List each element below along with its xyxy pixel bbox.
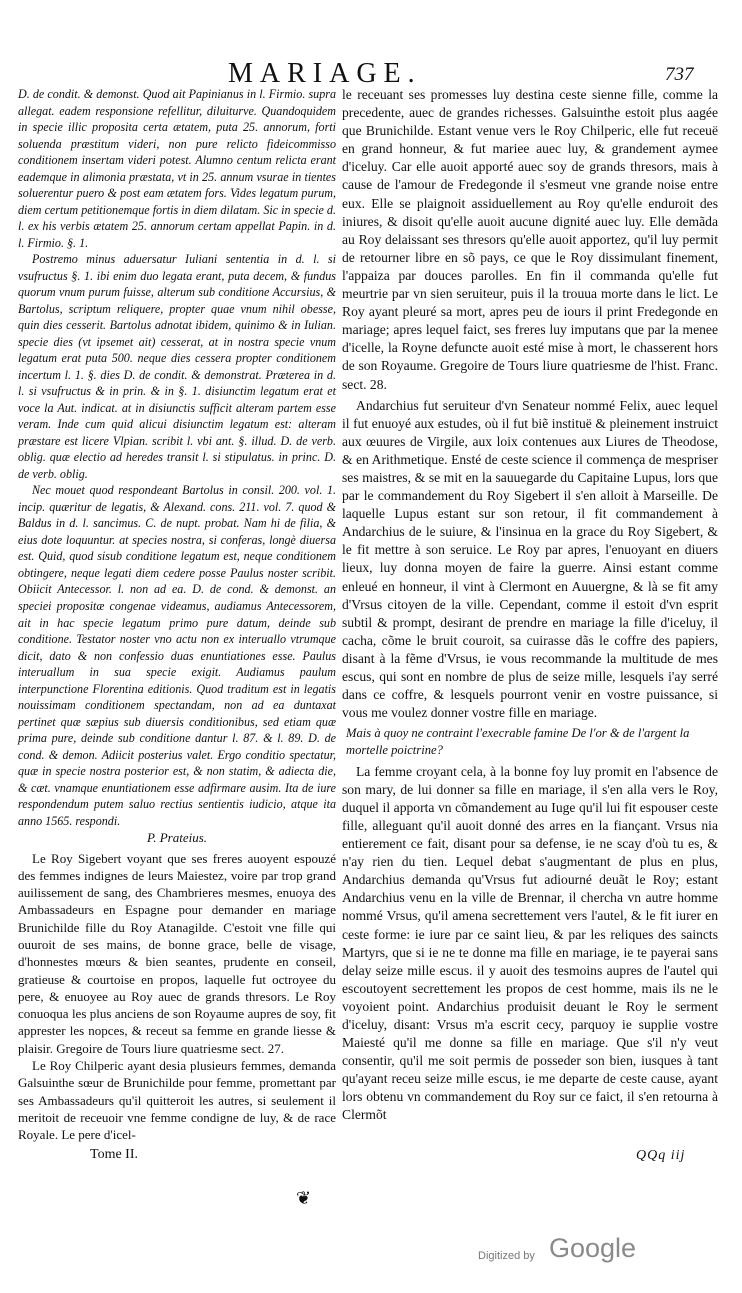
volume-label: Tome II. <box>90 1147 139 1162</box>
page-title: MARIAGE. <box>228 58 422 89</box>
signature-mark: QQq iij <box>636 1148 686 1163</box>
watermark-prefix: Digitized by <box>478 1250 535 1262</box>
left-column <box>18 86 336 1144</box>
paragraph: Mais à quoy ne contraint l'execrable famine De l'or & de l'argent la mortelle poictrine? <box>346 726 690 758</box>
paragraph: Postremo minus aduersatur Iuliani sententia in d. l. si vsufructus §. 1. ibi enim duo legata erant, puta decem, & fundus quorum vnum purum fuisse, alterum sub conditione Accursius, & Bartolus, scriptum reliquere, propter quae vnum nihil obesse, quin dies cesserit. Bartolus adnotat ibidem, quinimo & in Iulian. specie dies (vt ipsemet ait) cesserat, at in nostra specie vnum legatum erat puta 500. neque dies cessera propter conditionem incertum l. 1. §. dies D. de condit. & demonstrat. Præterea in d. l. si vsufructus & in prin. & in §. 1. disiunctim legatum erat et voce la Aut. indicat. at in disiunctis sufficit alteram partem esse veram. Inde cum quid alicui disiunctim legatum est: alteram præstare est licere Vlpian. scribit l. vbi ant. §. illud. D. de verb. oblig. quæ electio ad heredes transit l. si stipulatus. in princ. D. de verb. oblig. <box>18 252 336 481</box>
paragraph: La femme croyant cela, à la bonne foy luy promit en l'absence de son mary, de lui donner sa fille en mariage, il s'en alla vers le Roy, duquel il apporta vn cõmandement au Iuge qu'il lui fit espouser ceste fille, alleguant qu'il auoit donné des arres en la fiançant. Vrsus nia entierement ce fait, disant pour sa defense, ie ne scay d'où tu es, & n'ay rien du tien. Lequel debat s'augmentant de plus en plus, Andarchius demanda qu'Vrsus fut adiourné deuãt le Roy; estant Andarchius venu en la ville de Brennar, il chercha vn autre homme nommé Vrsus, qu'il amena secrettement vers l'autel, & le fit iurer en ceste forme: ie iure par ce saint lieu, & par les reliques des saincts Martyrs, que si ie ne te donne ma fille en mariage, ie te payerai sans delay seize mille escus. il y auoit des tesmoins aupres de l'autel qui escoutoyent secrettement les propos de cest homme, mais ils ne le voyoient point. Andarchius produisit deuant le Roy le serment d'iceluy, disant: Vrsus m'a escrit cecy, parquoy ie supplie vostre Maiesté qu'il me donne sa fille en mariage. Que s'il n'y veut consentir, qu'il me soit permis de posseder son bien, iusques à tant qu'ayant receu seize mille escus, ie me departe de ceste cause, ayant lors obtenu vn commandement du Roy sur ce faict, il s'en retourna à Clermõt <box>342 763 718 1123</box>
paragraph: le receuant ses promesses luy destina ceste sienne fille, comme la precedente, auec de grandes richesses. Galsuinthe estoit plus aagée que Brunichilde. Estant venue vers le Roy Chilperic, elle fut receuë en grand honneur, & fut mariee auec luy, & grandement aymee d'iceluy. Car elle auoit apporté auec soy de grands thresors, mais à cause de l'amour de Fredegonde il s'esmeut vne grande noise entre eux. Elle se plaignoit assiduellement au Roy qu'elle enduroit des iniures, & disoit qu'elle auoit aucune dignité auec luy. Elle demãda au Roy delaissant ses thresors qu'elle auoit apportez, qu'il luy permit de retourner libre en sõ pays, ce que le Roy dissimulant finement, l'appaiza par douces parolles. En fin il commanda qu'elle fut meurtrie par vn sien seruiteur, puis il la trouua morte dans le lict. Le Roy ayant pleuré sa mort, apres peu de iours il print Fredegonde en mariage; apres lequel faict, ses freres luy imputans que par la menee d'icelle, la Royne defuncte auoit esté mise à mort, le chasserent hors de son Royaume. Gregoire de Tours liure quatriesme de l'hist. Franc. sect. 28. <box>342 87 718 392</box>
paragraph: D. de condit. & demonst. Quod ait Papinianus in l. Firmio. supra allegat. eadem responsione refellitur, diluiturve. Quandoquidem in specie illic proposita certa ætatem, puta 25. annorum, forti soluenda præstitum videri, non pure relicto fideicommisso conditionem insertam videri potest. Alumno centum relicta erant eademque in alimonia præstata, vt in 25. annum vsurae in tientes soluerentur puero & post eam ætatem fors. Vides legatum purum, diem certum petitionemque fortis in diem dilatam. Sic in specie d. l. ex his verbis ætatem 25. annorum certam appellat Papin. in d. l. Firmio. §. 1. <box>18 87 336 250</box>
paragraph: Nec mouet quod respondeant Bartolus in consil. 200. vol. 1. incip. quæritur de legatis, & Alexand. cons. 211. vol. 7. quod & Baldus in d. l. sancimus. C. de nupt. probat. Nam hi de filia, & eius dote loquuntur. at species nostra, si conferas, longè diuersa est. Quid, quod sisub conditione legatum est, neque conditionem obtingere, neque legati diem cedere posse Paulus noster scribit. Obiicit Antecessor. l. non ad ea. D. de cond. & demonst. an speciei propositæ congenae videamus, audiamus Antecessorem, ait in hac specie legatum primo pure datum, deinde sub conditione. Testator noster vno actu non ex interuallo vtrumque dicit, dato & non confessio duas enuntiationes esse. Paulus interuallum in sua specie exigit. Audiamus paulum interpunctione Florentina editionis. Quod traditum est in legatis nouissimam conditionem spectandam, non ad ea duntaxat pertinet quæ sæpius sub diuersis conditionibus, sed etiam quæ prima pure, deinde sub conditione dantur l. 87. & l. 89. D. de cond. & demon. Adiicit posterius valet. Ergo conditio spectatur, quæ in specie nostra posterior est, & non statim, & adiecta die, & cæt. vnamque enuntiationem esse adfirmare ausim. Ita de iure respondendum putem saluo rectius sentientis iudicio, atque ita anno 1565. respondi. <box>18 483 336 828</box>
ornament-icon: ❦ <box>296 1188 312 1208</box>
right-column <box>342 86 718 1125</box>
paragraph: Le Roy Chilperic ayant desia plusieurs femmes, demanda Galsuinthe sœur de Brunichilde pour femme, promettant par ses Ambassadeurs qu'il quitteroit les autres, si seulement il meritoit de receuoir vne femme condigne de luy, & de race Royale. Le pere d'icel- <box>18 1058 336 1143</box>
paragraph: P. Prateius. <box>146 830 208 846</box>
google-logo: Google <box>549 1233 637 1263</box>
paragraph: Andarchius fut seruiteur d'vn Senateur nommé Felix, auec lequel il fut enuoyé aux estudes, où il fut biẽ instituë & pleinement instruict aux œuures de Virgile, aux loix contenues aux Liures de Theodose, & en Arithmetique. Ensté de ceste science il commença de mespriser ses maistres, & se mit en la sauuegarde du Capitaine Lupus, lors que par le commandement du Roy Sigebert il s'en alloit à Marseille. De laquelle Lupus estant sur son retour, il fit commandement à Andarchius de le suiure, & l'insinua en la grace du Roy Sigebert, & le fit mettre à son seruice. Le Roy par apres, l'enuoyant en diuers lieux, luy donna moyen de faire la guerre. Ainsi estant comme enleué en honneur, il vint à Clermont en Auuergne, & là se fit amy d'Vrsus citoyen de la ville. Cependant, comme il estoit d'vn esprit subtil & prompt, desirant de prendre en mariage la fille d'iceluy, il cacha, cõme le bruit couroit, sa cuirasse dãs le coffre des papiers, disant à la fẽme d'Vrsus, ie vous recommande la multitude de mes escus, qui sont en nombre de plus de seize mille, lesquels i'ay serré dans ce coffre, & lesquels pourront venir en vostre puissance, si vous me voulez donner vostre fille en mariage. <box>342 397 718 721</box>
paragraph: Le Roy Sigebert voyant que ses freres auoyent espouzé des femmes indignes de leurs Maiestez, voire par trop grand auilissement de sang, des Chambrieres mesmes, enuoya des Ambassadeurs en Espagne pour demander en mariage Brunichilde fille du Roy Atanagilde. C'estoit vne fille qui ouuroit de ses mains, de bonne grace, belle de visage, d'honnestes mœurs & bien seantes, prudente en conseil, gratieuse & courtoise en propos, laquelle fut octroyee du pere, & enuoyee au Roy auec de grands thresors. Le Roy conuoqua les plus anciens de son Royaume aupres de soy, fit apprester les nopces, & receut sa femme en grande liesse & plaisir. Gregoire de Tours liure quatriesme sect. 27. <box>18 850 336 1056</box>
page-number: 737 <box>665 64 694 85</box>
